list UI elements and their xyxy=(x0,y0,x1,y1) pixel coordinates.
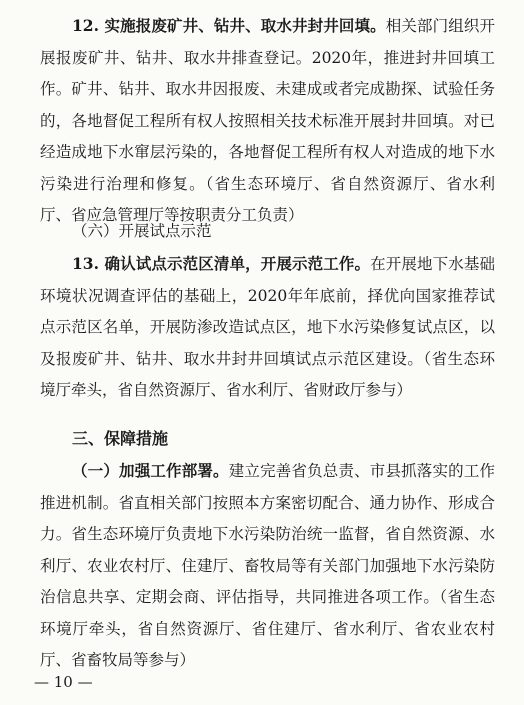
paragraph-12-heading: 12. 实施报废矿井、钻井、取水井封井回填。 xyxy=(72,16,386,35)
section-3-title: 三、保障措施 xyxy=(72,429,169,448)
subsection-6-title: （六）开展试点示范 xyxy=(72,222,212,240)
page-number: — 10 — xyxy=(34,673,93,691)
paragraph-measure-1-heading: （一）加强工作部署。 xyxy=(72,461,229,480)
paragraph-12-body: 相关部门组织开展报废矿井、钻井、取水井排查登记。2020年，推进封井回填工作。矿井、钻井、取水井因报废、未建成或者完成勘探、试验任务的，各地督促工程所有权人按照相关技术标准开展封井回填。对已经造成地下水窜层污染的，各地督促工程所有权人对造成的地下水污染进行治理和修复。（省生态环境厅、省自然资源厅、省水利厅、省应急管理厅等按职责分工负责） xyxy=(40,17,495,224)
paragraph-13-heading: 13. 确认试点示范区清单，开展示范工作。 xyxy=(72,254,371,273)
paragraph-13 xyxy=(40,248,495,407)
paragraph-12 xyxy=(40,10,495,232)
paragraph-13-body: 在开展地下水基础环境状况调查评估的基础上，2020年年底前，择优向国家推荐试点示范区名单，开展防渗改造试点区，地下水污染修复试点区，以及报废矿井、钻井、取水井封井回填试点示范区建设。（省生态环境厅牵头，省自然资源厅、省水利厅、省财政厅参与） xyxy=(40,255,495,399)
paragraph-measure-1 xyxy=(40,455,495,677)
paragraph-measure-1-body: 建立完善省负总责、市县抓落实的工作推进机制。省直相关部门按照本方案密切配合、通力协作、形成合力。省生态环境厅负责地下水污染防治统一监督，省自然资源、水利厅、农业农村厅、住建厅、畜牧局等有关部门加强地下水污染防治信息共享、定期会商、评估指导，共同推进各项工作。（省生态环境厅牵头，省自然资源厅、省住建厅、省水利厅、省农业农村厅、省畜牧局等参与） xyxy=(40,462,495,669)
